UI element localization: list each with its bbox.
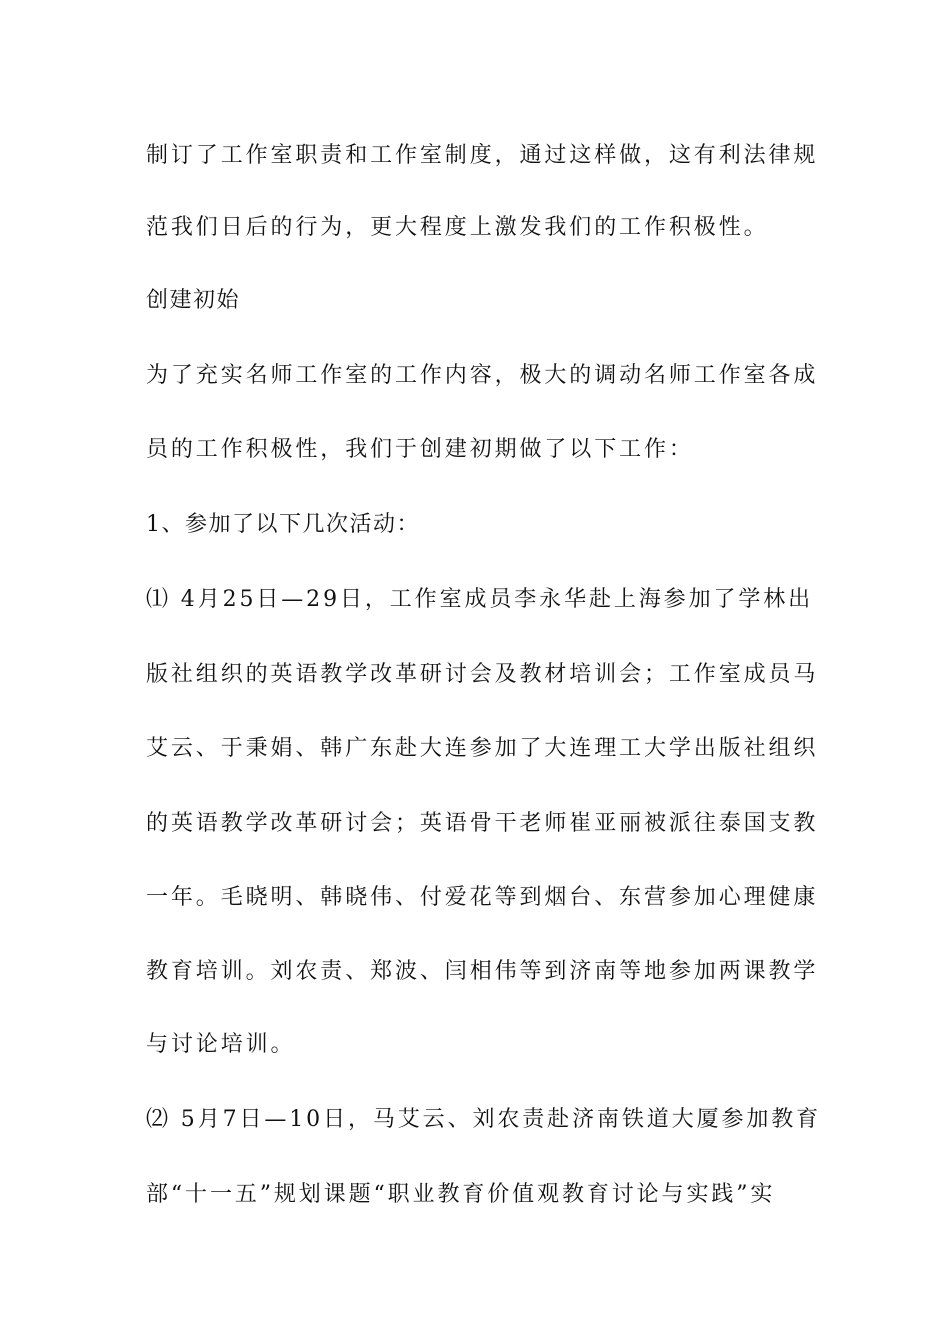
- text-line: 与讨论培训。: [146, 1032, 296, 1057]
- section-heading: 创建初始: [146, 288, 241, 313]
- text-line: 一年。毛晓明、韩晓伟、付爱花等到烟台、东营参加心理健康: [146, 885, 819, 910]
- text-line: 制订了工作室职责和工作室制度，通过这样做，这有利法律规: [146, 143, 819, 168]
- text-line: 范我们日后的行为，更大程度上激发我们的工作积极性。: [146, 215, 769, 240]
- text-line: 为了充实名师工作室的工作内容，极大的调动名师工作室各成: [146, 363, 819, 388]
- text-line: 教育培训。刘农责、郑波、闫相伟等到济南等地参加两课教学: [146, 959, 819, 984]
- text-line: 的英语教学改革研讨会；英语骨干老师崔亚丽被派往泰国支教: [146, 811, 819, 836]
- text-line: 员的工作积极性，我们于创建初期做了以下工作：: [146, 437, 694, 462]
- text-line: 部“十一五”规划课题“职业教育价值观教育讨论与实践”实: [146, 1182, 776, 1207]
- text-line: ⑴ 4月25日—29日，工作室成员李永华赴上海参加了学林出: [146, 587, 814, 612]
- text-line: ⑵ 5月7日—10日，马艾云、刘农责赴济南铁道大厦参加教育: [146, 1107, 822, 1132]
- text-line: 艾云、于秉娟、韩广东赴大连参加了大连理工大学出版社组织: [146, 736, 819, 761]
- list-heading: 1、参加了以下几次活动：: [146, 512, 420, 537]
- text-line: 版社组织的英语教学改革研讨会及教材培训会；工作室成员马: [146, 662, 819, 687]
